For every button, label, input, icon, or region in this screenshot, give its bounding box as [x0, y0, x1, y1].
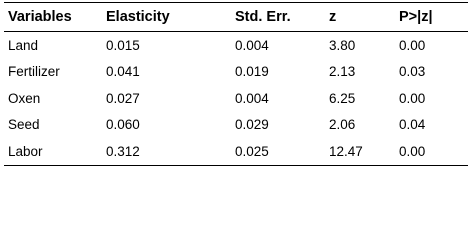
cell-p-value: 0.00 — [399, 143, 426, 159]
cell-z: 2.13 — [329, 64, 356, 80]
cell-p-value: 0.00 — [399, 37, 426, 53]
cell-std-err: 0.004 — [235, 37, 269, 53]
cell-variable: Labor — [8, 143, 43, 159]
table-row — [4, 32, 468, 59]
cell-p-value: 0.04 — [399, 117, 426, 133]
cell-std-err: 0.019 — [235, 64, 269, 80]
cell-std-err: 0.025 — [235, 143, 269, 159]
cell-std-err: 0.029 — [235, 117, 269, 133]
cell-elasticity: 0.060 — [106, 117, 140, 133]
elasticity-table — [4, 2, 468, 166]
cell-elasticity: 0.027 — [106, 90, 140, 106]
cell-p-value: 0.00 — [399, 90, 426, 106]
cell-elasticity: 0.041 — [106, 64, 140, 80]
cell-elasticity: 0.312 — [106, 143, 140, 159]
cell-variable: Fertilizer — [8, 64, 60, 80]
header-p-value: P>|z| — [399, 9, 433, 25]
cell-variable: Seed — [8, 117, 40, 133]
cell-elasticity: 0.015 — [106, 37, 140, 53]
elasticity-table-container — [4, 2, 468, 166]
table-row — [4, 85, 468, 112]
table-row — [4, 59, 468, 86]
header-elasticity: Elasticity — [106, 9, 170, 25]
header-z: z — [329, 9, 337, 25]
cell-z: 3.80 — [329, 37, 356, 53]
header-std-err: Std. Err. — [235, 9, 291, 25]
cell-z: 12.47 — [329, 143, 363, 159]
table-row — [4, 138, 468, 165]
cell-variable: Land — [8, 37, 39, 53]
cell-variable: Oxen — [8, 90, 41, 106]
cell-z: 2.06 — [329, 117, 356, 133]
table-row — [4, 112, 468, 139]
cell-z: 6.25 — [329, 90, 356, 106]
header-variables: Variables — [8, 9, 72, 25]
cell-std-err: 0.004 — [235, 90, 269, 106]
table-header-row — [4, 3, 468, 32]
cell-p-value: 0.03 — [399, 64, 426, 80]
